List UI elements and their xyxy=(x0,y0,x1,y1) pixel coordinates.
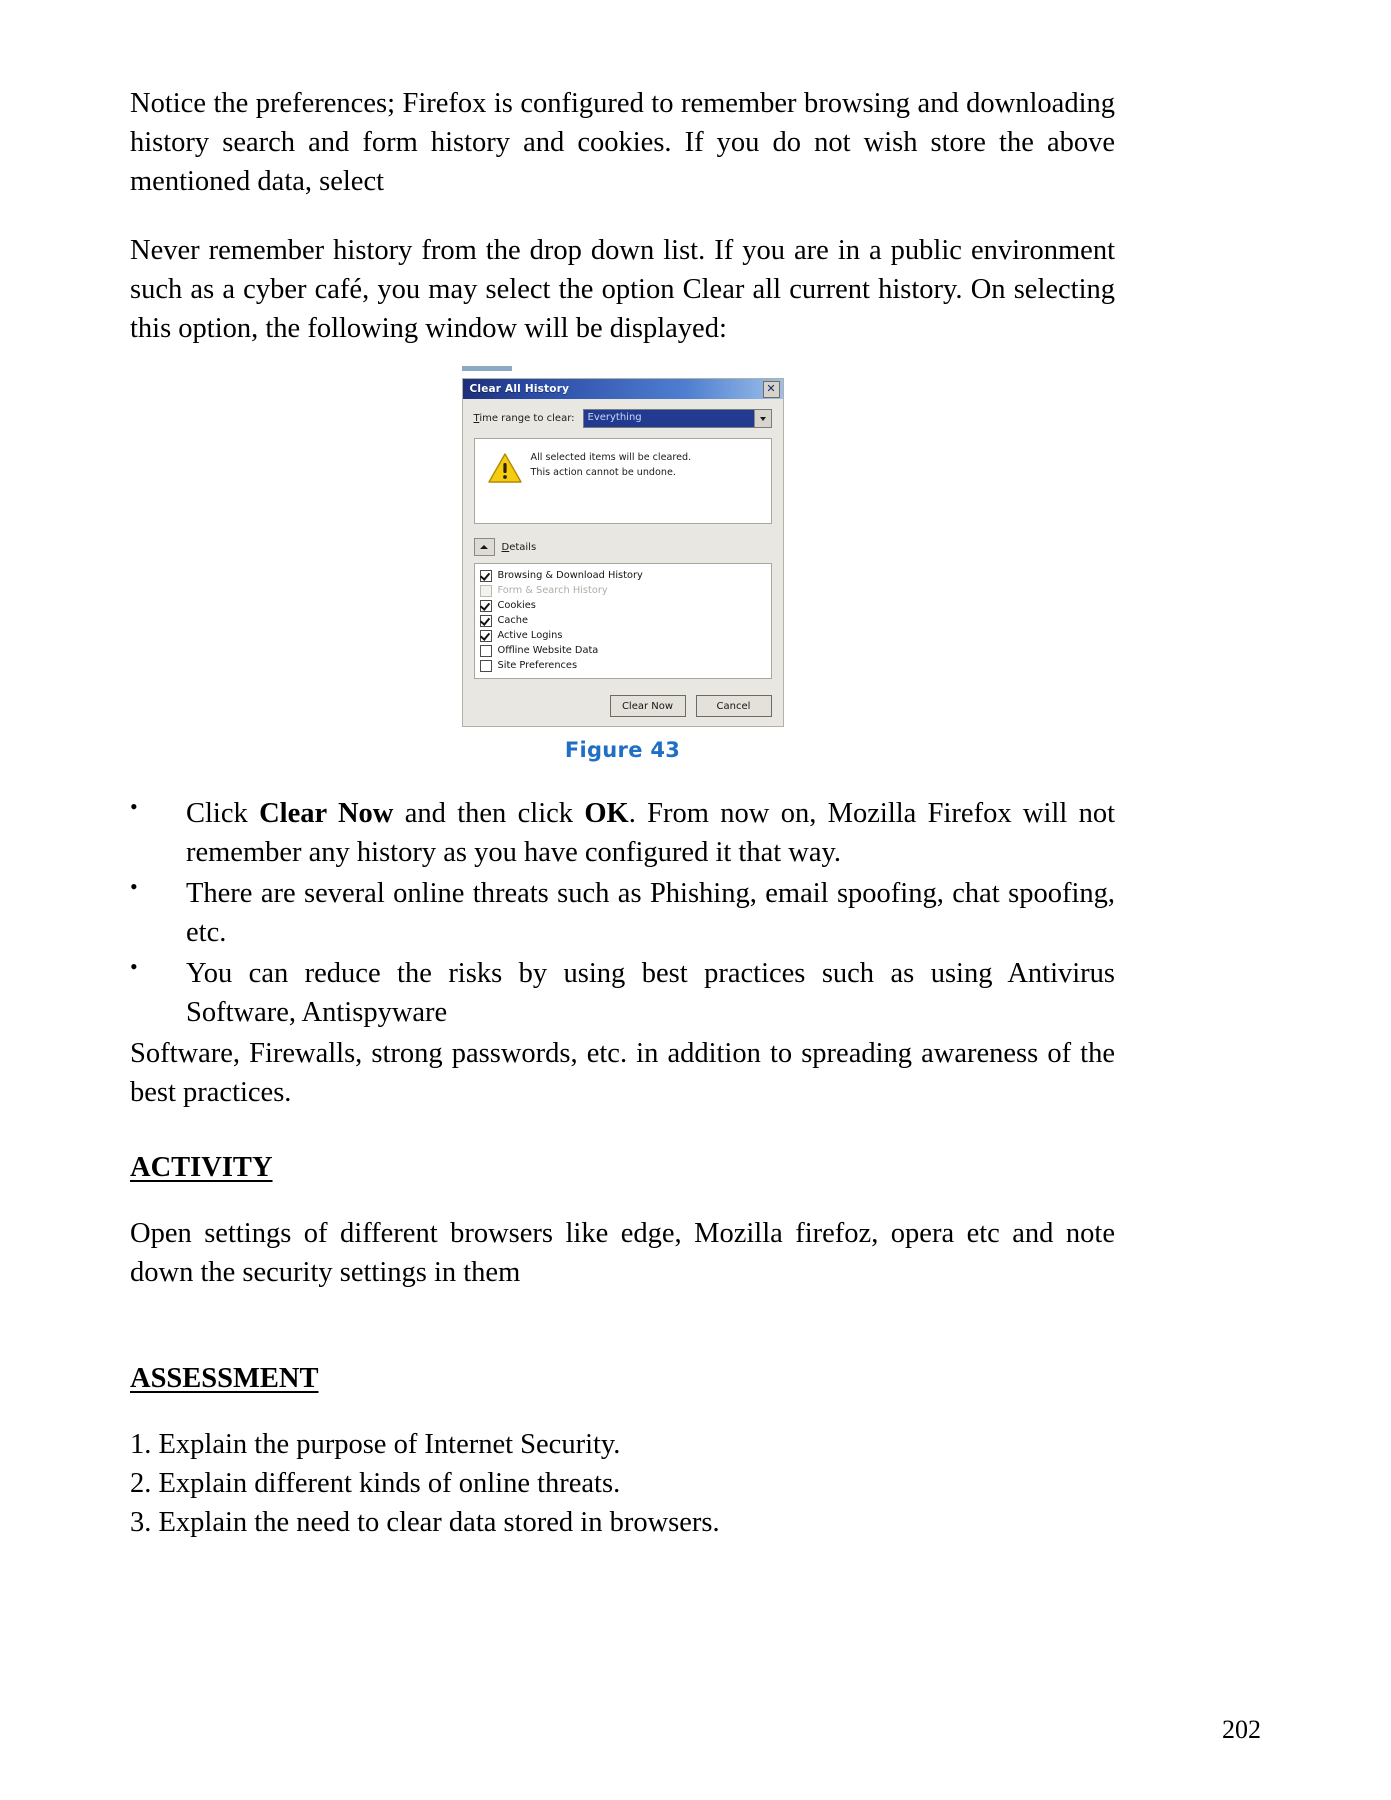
clear-all-history-dialog xyxy=(462,378,784,727)
cancel-button[interactable]: Cancel xyxy=(696,695,772,717)
time-range-row xyxy=(474,409,772,428)
warning-panel xyxy=(474,438,772,524)
list-item[interactable] xyxy=(480,583,766,598)
assessment-item: 2. Explain different kinds of online threats. xyxy=(130,1467,621,1499)
assessment-list xyxy=(130,1425,1115,1542)
checkbox-site-preferences[interactable] xyxy=(480,660,492,672)
time-range-label xyxy=(474,413,575,424)
checkbox-offline-website-data[interactable] xyxy=(480,645,492,657)
bullet-middle: and then click xyxy=(393,798,585,830)
dialog-body xyxy=(463,399,783,726)
decorative-rule xyxy=(462,366,512,371)
time-range-label-rest: ime range to clear: xyxy=(479,413,575,425)
bullet-item-clear-now xyxy=(130,794,1115,872)
dialog-titlebar xyxy=(463,379,783,399)
list-item-label: Form & Search History xyxy=(497,585,608,597)
list-item[interactable] xyxy=(480,598,766,613)
details-label-accesskey: D xyxy=(501,541,510,553)
bullet-bold-ok: OK xyxy=(584,798,629,830)
heading-activity: ACTIVITY xyxy=(130,1152,273,1184)
paragraph-intro: Notice the preferences; Firefox is configured to remember browsing and downloading history search and form history and cookies. If you do not wish store the above mentioned data, select xyxy=(130,88,1115,198)
bullet-list xyxy=(130,794,1115,1032)
chevron-up-icon[interactable] xyxy=(474,538,495,556)
list-item-label: Cookies xyxy=(497,600,536,612)
list-item-label: Cache xyxy=(497,615,528,627)
list-item-label: Browsing & Download History xyxy=(497,570,643,582)
details-checkbox-list xyxy=(474,563,772,679)
close-icon[interactable]: ✕ xyxy=(763,381,780,398)
paragraph-software-continuation: Software, Firewalls, strong passwords, etc. in addition to spreading awareness of the best practices. xyxy=(130,1038,1115,1109)
time-range-dropdown[interactable] xyxy=(583,409,772,428)
checkbox-cookies[interactable] xyxy=(480,600,492,612)
time-range-selected-value: Everything xyxy=(584,410,754,427)
time-range-label-accesskey: T xyxy=(473,413,480,425)
list-item[interactable] xyxy=(480,568,766,583)
list-item[interactable] xyxy=(480,613,766,628)
checkbox-browsing-download-history[interactable] xyxy=(480,570,492,582)
bullet-item-best-practices: • You can reduce the risks by using best practices such as using Antivirus Software, Antispyware xyxy=(130,954,1115,1032)
dialog-button-row xyxy=(474,693,772,717)
warning-line-2: This action cannot be undone. xyxy=(530,467,676,479)
list-item-label: Active Logins xyxy=(497,630,563,642)
bullet-suffix: . From now on, Mozilla Firefox will not remember any history as you have configured it that way. xyxy=(186,798,1116,869)
checkbox-active-logins[interactable] xyxy=(480,630,492,642)
bullet-bold-clear-now: Clear Now xyxy=(259,798,394,830)
warning-text xyxy=(525,451,692,481)
list-item[interactable] xyxy=(480,658,766,673)
checkbox-form-search-history[interactable] xyxy=(480,585,492,597)
details-row[interactable] xyxy=(474,538,772,556)
bullet-item-online-threats: • There are several online threats such as Phishing, email spoofing, chat spoofing, etc. xyxy=(130,874,1115,952)
assessment-item: 1. Explain the purpose of Internet Security. xyxy=(130,1428,621,1460)
list-item[interactable] xyxy=(480,628,766,643)
paragraph-activity: Open settings of different browsers like edge, Mozilla firefoz, opera etc and note down the security settings in them xyxy=(130,1218,1115,1289)
clear-now-button[interactable]: Clear Now xyxy=(610,695,686,717)
details-label xyxy=(502,542,537,553)
warning-line-1: All selected items will be cleared. xyxy=(530,452,692,464)
paragraph-never-remember: Never remember history from the drop down list. If you are in a public environment such as a cyber café, you may select the option Clear all current history. On selecting this option, the following window will be displayed: xyxy=(130,235,1115,345)
figure-inner xyxy=(462,378,784,727)
list-item[interactable] xyxy=(480,643,766,658)
details-label-rest: etails xyxy=(509,541,537,553)
figure-caption: Figure 43 xyxy=(564,738,681,763)
assessment-item: 3. Explain the need to clear data stored in browsers. xyxy=(130,1506,720,1538)
bullet-prefix: Click xyxy=(186,798,260,830)
warning-triangle-icon xyxy=(485,451,525,483)
figure-43 xyxy=(130,378,1115,762)
list-item-label: Site Preferences xyxy=(497,660,578,672)
dialog-title: Clear All History xyxy=(469,383,570,396)
checkbox-cache[interactable] xyxy=(480,615,492,627)
heading-assessment: ASSESSMENT xyxy=(130,1362,319,1394)
page-number: 202 xyxy=(1222,1715,1261,1744)
list-item-label: Offline Website Data xyxy=(497,645,599,657)
chevron-down-icon[interactable] xyxy=(754,410,771,427)
page-content xyxy=(130,84,1115,1542)
